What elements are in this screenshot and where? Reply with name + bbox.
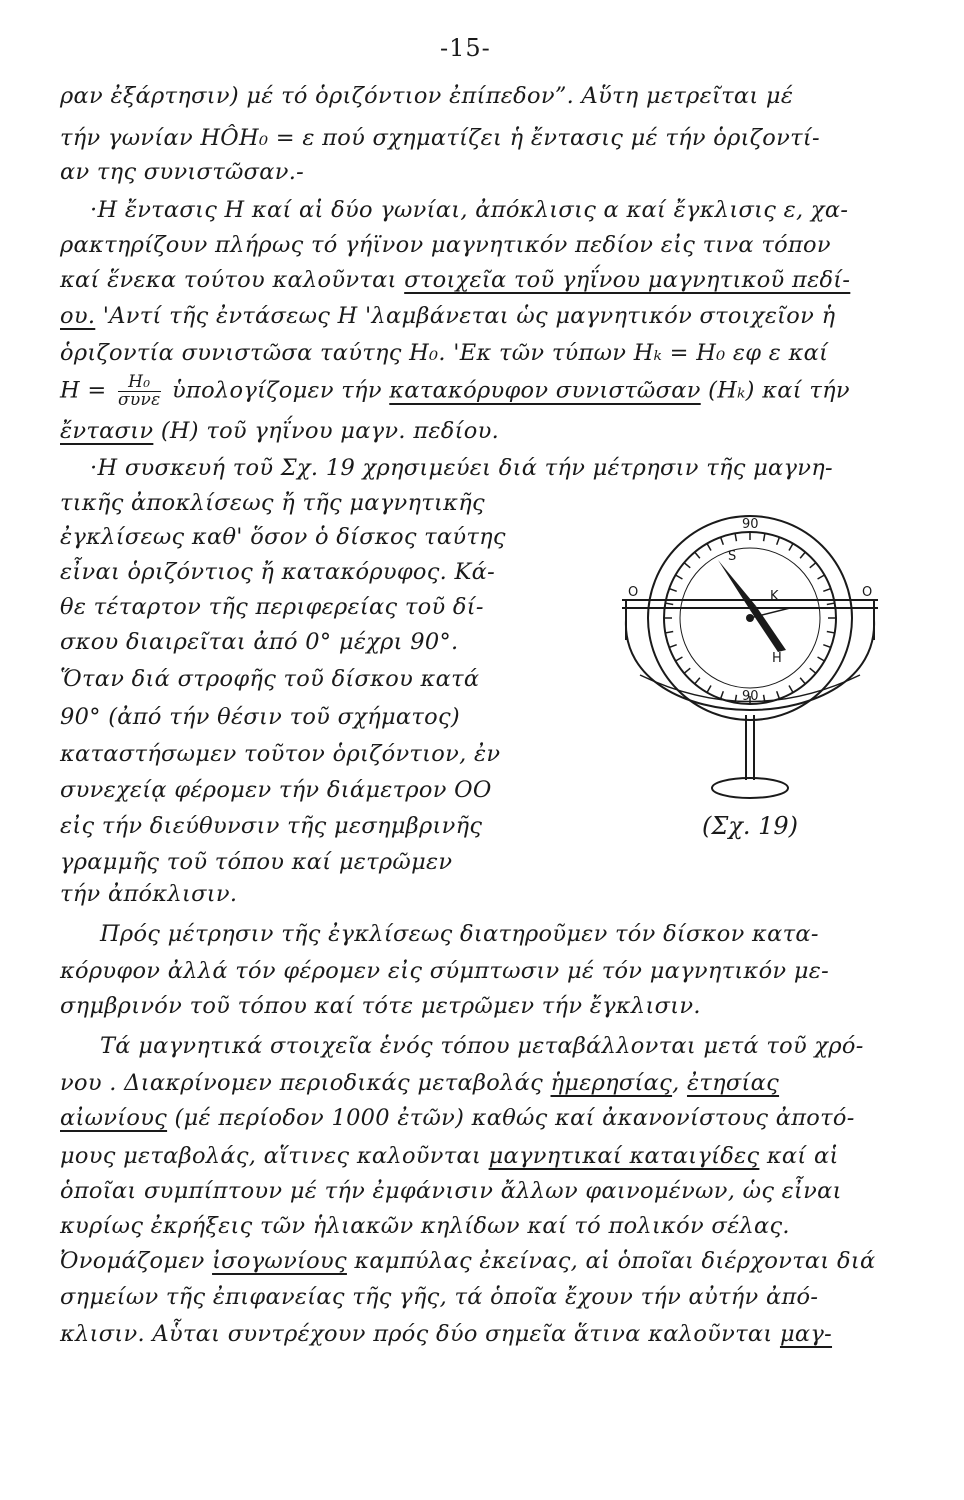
degree-tick [721,691,724,699]
text-fragment: κλισιν. Αὗται συντρέχουν πρός δύο σημεῖα ἅτινα καλοῦνται [60,1321,773,1347]
label-o-right: O [862,585,873,600]
text-line-2: τήν γωνίαν ΗÔΗ₀ = ε πού σχηματίζει ἡ ἔντασις μέ τήν ὁριζοντί- [60,125,820,151]
degree-tick [676,657,683,661]
label-o-left: O [628,585,639,600]
text-line-11: ·Η συσκευή τοῦ Σχ. 19 χρησιμεύει διά τήν μέτρησιν τῆς μαγνη- [90,455,833,481]
label-90-bottom: 90 [742,689,759,704]
text-fragment: καί αἱ [766,1143,839,1169]
text-fragment: ὑπολογίζομεν τήν [172,377,382,404]
compass-apparatus-figure [600,500,900,810]
fraction-denominator: συνε [117,390,161,410]
text-fragment: 'Αντί τῆς ἐντάσεως Η 'λαμβάνεται ὡς μαγνητικόν στοιχεῖον ἡ [102,303,836,329]
text-line-23: τήν ἀπόκλισιν. [60,881,238,907]
underlined-term: ου. [60,303,96,329]
text-fragment: (μέ περίοδον 1000 ἐτῶν) καθώς καί ἀκανονίστους ἀποτό- [174,1105,855,1131]
base [712,778,788,798]
page-number: -15- [440,34,491,62]
text-line-6 [60,264,920,296]
degree-tick [669,645,677,648]
degree-tick [827,632,835,633]
degree-tick [789,544,793,551]
text-line-5: ρακτηρίζουν πλήρως τό γήϊνον μαγνητικόν πεδίον εἰς τινα τόπον [60,232,831,258]
label-90-top: 90 [742,517,759,532]
text-line-13: ἐγκλίσεως καθ' ὅσον ὁ δίσκος ταύτης [60,524,506,550]
degree-tick [735,533,736,541]
pivot [746,614,754,622]
text-line-3: αν της συνιστῶσαν.- [60,159,305,185]
text-line-22: γραμμῆς τοῦ τόπου καί μετρῶμεν [60,849,453,875]
underlined-term: ἰσογωνίους [212,1248,347,1274]
degree-tick [823,645,831,648]
degree-tick [777,691,780,699]
degree-tick [827,603,835,604]
text-line-20: συνεχείᾳ φέρομεν τήν διάμετρον ΟΟ [60,777,492,803]
label-s: S [728,549,737,564]
text-line-35 [60,1318,920,1350]
text-line-16: σκου διαιρεῖται ἀπό 0° μέχρι 90°. [60,629,459,655]
degree-tick [800,552,805,558]
underlined-term: ἡμερησίας [550,1070,673,1096]
text-line-1: ραν ἐξάρτησιν) μέ τό ὁριζόντιον ἐπίπεδον”. Αὕτη μετρεῖται μέ [60,83,794,109]
text-line-8: ὁριζοντία συνιστῶσα ταύτης Η₀. 'Εκ τῶν τύπων Ηₖ = Η₀ εφ ε καί [60,340,829,366]
text-line-15: θε τέταρτον τῆς περιφερείας τοῦ δί- [60,594,484,620]
text-line-9 [60,374,920,409]
label-h: Η [772,651,782,666]
underlined-term: ἔντασιν [60,418,154,444]
text-line-24: Πρός μέτρησιν τῆς ἐγκλίσεως διατηροῦμεν τόν δίσκον κατα- [100,921,819,947]
text-fragment: Ὀνομάζομεν [60,1248,205,1274]
text-fragment: νου . Διακρίνομεν περιοδικάς μεταβολάς [60,1070,544,1096]
text-line-14: εἶναι ὁριζόντιος ἤ κατακόρυφος. Κά- [60,559,496,585]
text-line-28 [60,1067,920,1099]
text-line-12: τικῆς ἀποκλίσεως ἤ τῆς μαγνητικῆς [60,490,485,516]
degree-tick [665,603,673,604]
underlined-term: μαγνητικαί καταιγίδες [488,1143,760,1169]
degree-tick [777,537,780,545]
text-line-31: ὁποῖαι συμπίπτουν μέ τήν ἐμφάνισιν ἄλλων φαινομένων, ὡς εἶναι [60,1178,842,1204]
degree-tick [823,589,831,592]
degree-tick [669,589,677,592]
degree-tick [707,544,711,551]
text-line-19: καταστήσωμεν τοῦτον ὁριζόντιον, ἐν [60,741,501,767]
degree-tick [707,686,711,693]
text-line-27: Τά μαγνητικά στοιχεῖα ἑνός τόπου μεταβάλλονται μετά τοῦ χρό- [100,1033,864,1059]
degree-tick [695,678,700,684]
underlined-term: ἐτησίας [686,1070,780,1096]
degree-tick [789,686,793,693]
fraction [118,374,161,409]
degree-tick [684,668,690,673]
underlined-term: μαγ- [779,1321,833,1347]
degree-tick [818,575,825,579]
text-line-4: ·Η ἔντασις Η καί αἱ δύο γωνίαι, ἀπόκλισις α καί ἔγκλισις ε, χα- [90,197,849,223]
text-line-18: 90° (ἀπό τήν θέσιν τοῦ σχήματος) [60,704,460,730]
text-line-34: σημείων τῆς ἐπιφανείας τῆς γῆς, τά ὁποῖα ἔχουν τήν αὐτήν ἀπό- [60,1284,819,1310]
needle-south [718,560,756,610]
text-fragment: (Ηₖ) καί τήν [708,377,850,404]
text-fragment: καμπύλας ἐκείνας, αἱ ὁποῖαι διέρχονται διά [354,1248,876,1274]
degree-tick [810,563,816,568]
fraction-numerator: Η₀ [118,374,161,392]
label-k: K [770,589,779,604]
degree-tick [810,668,816,673]
text-line-33 [60,1245,920,1277]
text-fragment: (Η) τοῦ γηΐνου μαγν. πεδίου. [160,418,500,444]
figure-caption: (Σχ. 19) [702,812,799,840]
text-line-26: σημβρινόν τοῦ τόπου καί τότε μετρῶμεν τήν ἔγκλισιν. [60,993,701,1019]
text-line-21: εἰς τήν διεύθυνσιν τῆς μεσημβρινῆς [60,813,483,839]
degree-tick [665,632,673,633]
degree-tick [676,575,683,579]
underlined-term: κατακόρυφον συνιστῶσαν [389,377,701,404]
degree-tick [764,533,765,541]
degree-tick [695,552,700,558]
text-line-29 [60,1102,920,1134]
underlined-term: αἰωνίους [60,1105,168,1131]
text-line-32: κυρίως ἐκρήξεις τῶν ἡλιακῶν κηλίδων καί τό πολικόν σέλας. [60,1213,790,1239]
text-line-30 [60,1140,920,1172]
text-line-7 [60,300,920,332]
text-fragment: καί ἕνεκα τούτου καλοῦνται [60,267,397,293]
degree-tick [721,537,724,545]
underlined-term: στοιχεῖα τοῦ γηΐνου μαγνητικοῦ πεδί- [404,267,851,293]
text-fragment: μους μεταβολάς, αἵτινες καλοῦνται [60,1143,482,1169]
text-line-25: κόρυφον ἀλλά τόν φέρομεν εἰς σύμπτωσιν μέ τόν μαγνητικόν με- [60,958,830,984]
degree-tick [800,678,805,684]
text-fragment: , [672,1070,680,1096]
degree-tick [684,563,690,568]
degree-tick [818,657,825,661]
text-line-17: Ὅταν διά στροφῆς τοῦ δίσκου κατά [60,666,480,692]
text-line-10 [60,415,920,447]
text-fragment: Η = [60,377,107,404]
